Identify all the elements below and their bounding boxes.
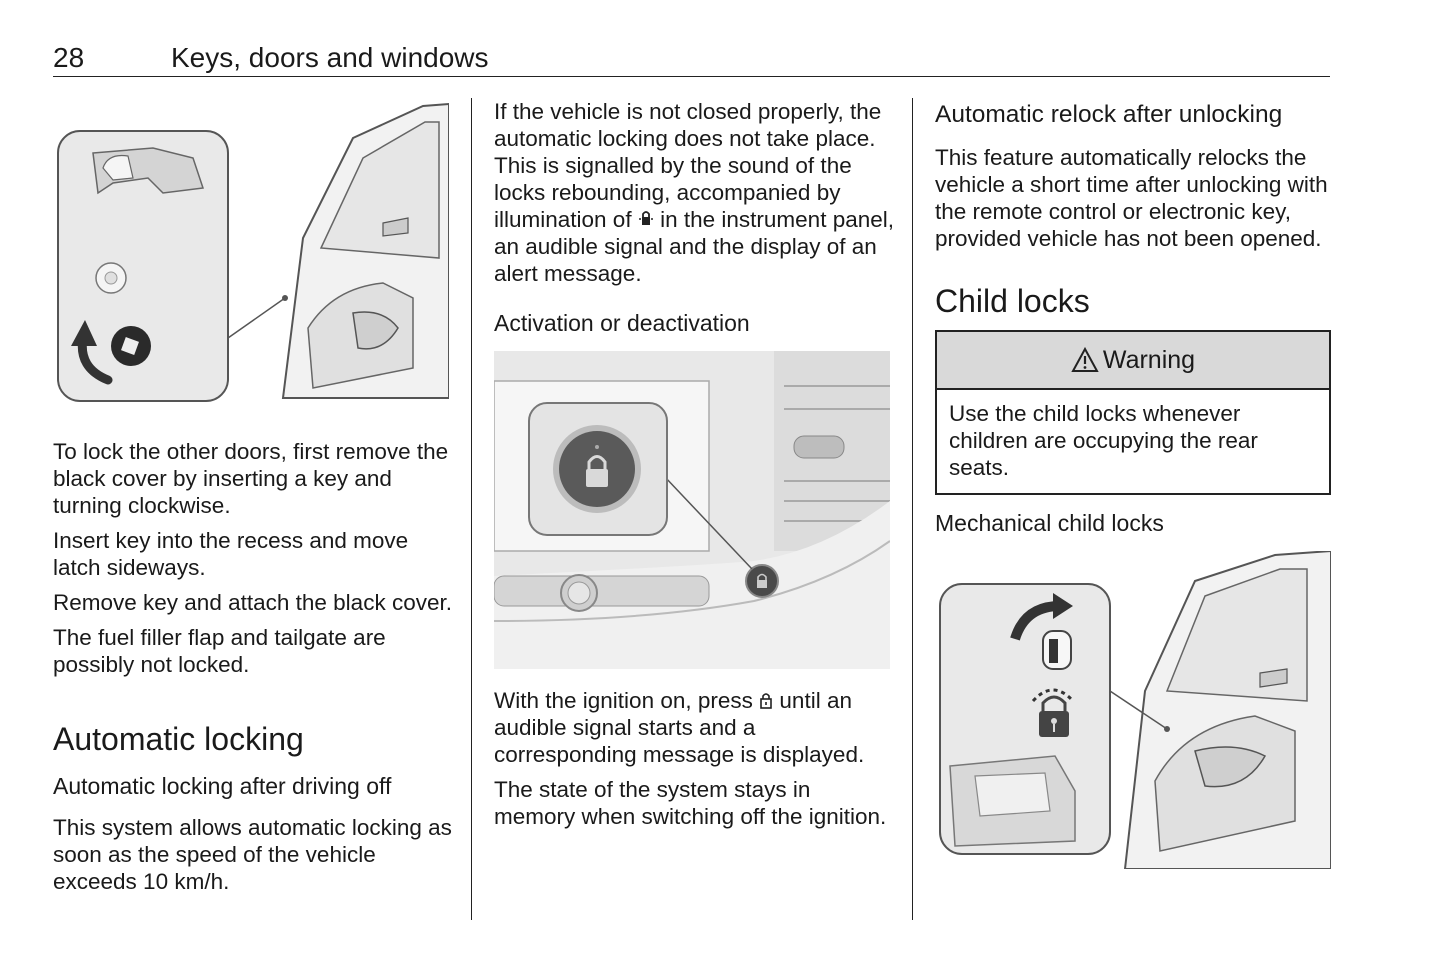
warning-header (937, 332, 1329, 390)
paragraph: With the ignition on, press until an audible signal starts and a corresponding message is displayed. (494, 688, 865, 767)
column-divider (471, 98, 472, 920)
paragraph: To lock the other doors, first remove the black cover by inserting a key and turning clockwise. (53, 439, 449, 518)
column-middle (494, 98, 894, 830)
page-header (53, 40, 1330, 77)
warning-title: Warning (1102, 345, 1196, 374)
subheading-activation-deactivation: Activation or deactivation (494, 310, 750, 336)
subheading-automatic-relock: Automatic relock after unlocking (935, 101, 1283, 128)
paragraph: The state of the system stays in memory when switching off the ignition. (494, 777, 887, 829)
paragraph: The fuel filler flap and tailgate are possibly not locked. (53, 625, 386, 677)
paragraph: Insert key into the recess and move latch sideways. (53, 528, 409, 580)
paragraph: If the vehicle is not closed properly, the automatic locking does not take place. This is signalled by the sound of the locks rebounding, accompanied by illumination of in the instrument panel, an audible signal and the display of an alert message. (494, 99, 894, 286)
warning-triangle-icon (1071, 347, 1099, 373)
column-right (935, 98, 1331, 869)
column-divider (912, 98, 913, 920)
heading-automatic-locking: Automatic locking (53, 721, 304, 757)
door-lock-cover-illustration (53, 98, 449, 416)
child-lock-illustration (935, 551, 1331, 869)
alert-lock-icon (638, 209, 654, 229)
paragraph: This feature automatically relocks the vehicle a short time after unlocking with the remote control or electronic key, provided vehicle has not been opened. (935, 145, 1328, 251)
subheading-mechanical-child-locks: Mechanical child locks (935, 510, 1164, 536)
page-number: 28 (53, 42, 85, 73)
column-left (53, 98, 453, 895)
section-title: Keys, doors and windows (171, 42, 489, 73)
paragraph: This system allows automatic locking as soon as the speed of the vehicle exceeds 10 km/h. (53, 815, 452, 894)
warning-text: Use the child locks whenever children are occupying the rear seats. (949, 401, 1258, 480)
heading-child-locks: Child locks (935, 283, 1090, 319)
dashboard-lock-button-illustration (494, 351, 890, 669)
lock-button-icon (759, 692, 773, 710)
subheading-locking-after-driving-off: Automatic locking after driving off (53, 773, 392, 799)
warning-box (935, 330, 1331, 495)
paragraph: Remove key and attach the black cover. (53, 590, 452, 615)
